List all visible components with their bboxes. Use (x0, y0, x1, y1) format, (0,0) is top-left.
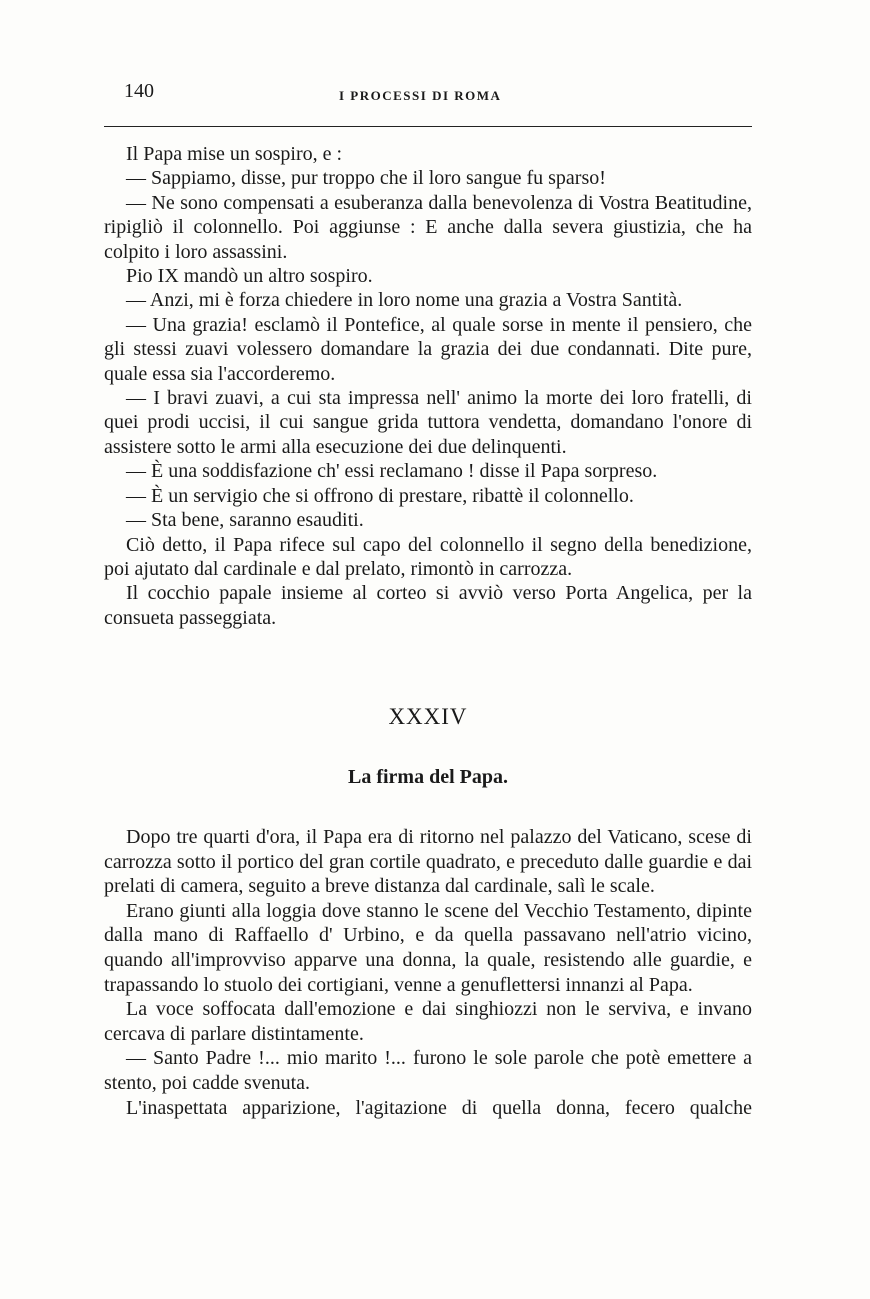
paragraph: — Sappiamo, disse, pur troppo che il loro sangue fu sparso! (126, 167, 606, 190)
page-header (104, 78, 752, 108)
continued-line (104, 1096, 752, 1121)
header-rule (104, 126, 752, 127)
running-head: I PROCESSI DI ROMA (339, 88, 502, 103)
paragraph: Dopo tre quarti d'ora, il Papa era di ritorno nel palazzo del Vaticano, scese di carrozza sotto il portico del gran cortile quadrato, e preceduto dalle guardie e dai prelati di camera, seguito a breve distanza dal cardinale, salì le scale. (104, 826, 752, 898)
text-block-2 (104, 825, 752, 1120)
paragraph: — Ne sono compensati a esuberanza dalla benevolenza di Vostra Beatitudine, ripigliò il colonnello. Poi aggiunse : E anche dalla severa giustizia, che ha colpito i loro assassini. (104, 191, 752, 263)
paragraph: — È una soddisfazione ch' essi reclamano ! disse il Papa sorpreso. (126, 460, 658, 483)
paragraph: — Anzi, mi è forza chiedere in loro nome una grazia a Vostra Santità. (126, 289, 683, 312)
paragraph: — I bravi zuavi, a cui sta impressa nell' animo la morte dei loro fratelli, di quei prodi uccisi, il cui sangue grida tuttora vendetta, domandano l'onore di assistere sotto le armi alla esecuzione dei due delinquenti. (104, 387, 752, 458)
chapter-title: La firma del Papa. (348, 766, 508, 788)
paragraph: — Santo Padre !... mio marito !... furono le sole parole che potè emettere a stento, poi cadde svenuta. (104, 1047, 752, 1094)
paragraph: Erano giunti alla loggia dove stanno le scene del Vecchio Testamento, dipinte dalla mano di Raffaello d' Urbino, e da quella passavano nell'atrio vicino, quando all'improvviso apparve una donna, la quale, resistendo alle guardie, e trapassando lo stuolo dei cortigiani, venne a genuflettersi innanzi al Papa. (104, 899, 752, 996)
text-block-1 (104, 142, 752, 630)
chapter-number: XXXIV (388, 704, 468, 729)
paragraph: Ciò detto, il Papa rifece sul capo del colonnello il segno della benedizione, poi ajutato dal cardinale e dal prelato, rimontò in carrozza. (104, 533, 752, 580)
paragraph: — Una grazia! esclamò il Pontefice, al quale sorse in mente il pensiero, che gli stessi zuavi volessero domandare la grazia dei due condannati. Dite pure, quale essa sia l'accorderemo. (104, 313, 752, 385)
paragraph: — È un servigio che si offrono di prestare, ribattè il colonnello. (126, 484, 634, 507)
paragraph: La voce soffocata dall'emozione e dai singhiozzi non le serviva, e invano cercava di parlare distintamente. (104, 998, 752, 1045)
paragraph: — Sta bene, saranno esauditi. (126, 509, 364, 532)
page-number: 140 (124, 80, 154, 102)
paragraph: Il cocchio papale insieme al corteo si avviò verso Porta Angelica, per la consueta passeggiata. (104, 582, 752, 629)
paragraph: Pio IX mandò un altro sospiro. (126, 265, 373, 288)
paragraph: L'inaspettata apparizione, l'agitazione di quella donna, fecero qualche (126, 1096, 752, 1119)
paragraph: Il Papa mise un sospiro, e : (126, 143, 343, 165)
